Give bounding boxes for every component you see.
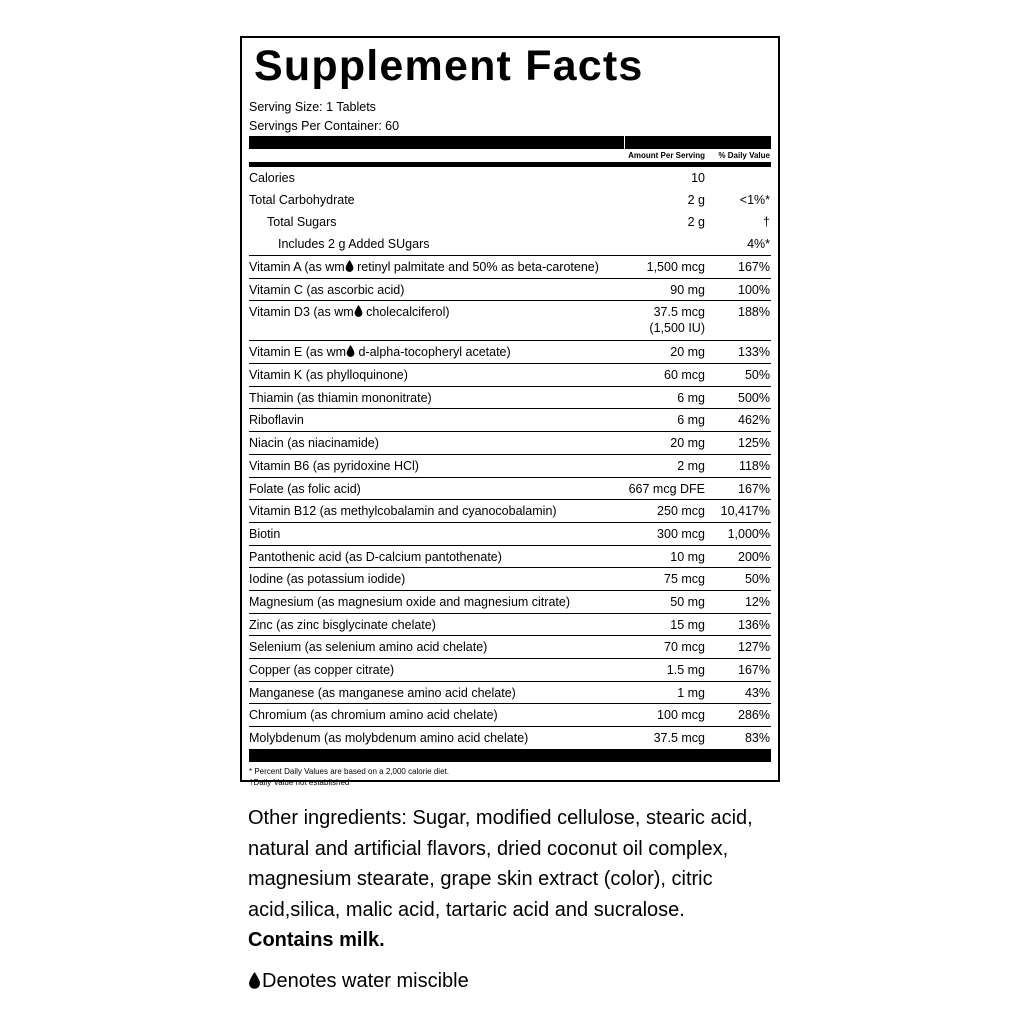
nutrient-row	[249, 386, 771, 409]
nutrient-row-vitamin-a	[249, 255, 771, 278]
nutrient-name: Copper (as copper citrate)	[249, 663, 395, 677]
nutrient-row-total-sugars	[249, 211, 771, 233]
thick-divider-top	[249, 136, 771, 149]
nutrient-dv: 12%	[744, 594, 770, 609]
water-drop-icon	[248, 972, 261, 989]
nutrient-dv: 462%	[738, 413, 770, 428]
nutrient-dv: 200%	[738, 549, 770, 564]
nutrient-amount: 75 mcg	[664, 572, 705, 587]
nutrient-dv: 100%	[738, 282, 770, 297]
nutrient-name: Selenium (as selenium amino acid chelate)	[249, 640, 488, 655]
nutrient-amount: 100 mcg	[657, 708, 705, 723]
nutrient-name: Magnesium (as magnesium oxide and magnesium citrate)	[249, 594, 570, 609]
water-miscible-text: Denotes water miscible	[262, 970, 469, 992]
nutrient-row	[249, 431, 771, 454]
nutrient-amount: 60 mcg	[664, 368, 705, 383]
name-prefix: Vitamin A (as wm	[249, 260, 345, 274]
nutrient-dv: <1%*	[739, 193, 770, 207]
nutrient-dv: 1,000%	[727, 526, 770, 541]
nutrient-amount: 667 mcg DFE	[628, 481, 705, 496]
footnotes	[249, 766, 771, 788]
name-prefix: Vitamin E (as wm	[249, 345, 347, 360]
nutrient-dv: 83%	[744, 731, 770, 746]
nutrient-name: Molybdenum (as molybdenum amino acid chelate)	[249, 731, 529, 746]
nutrient-row	[249, 726, 771, 749]
nutrient-amount: 1,500 mcg	[646, 260, 705, 274]
nutrient-row	[249, 522, 771, 545]
nutrient-amount: 20 mg	[670, 436, 705, 451]
nutrient-dv: 127%	[738, 640, 770, 655]
nutrient-name: Folate (as folic acid)	[249, 481, 361, 496]
nutrient-dv: 118%	[738, 458, 770, 473]
water-drop-icon	[354, 305, 363, 317]
panel-title: Supplement Facts	[254, 42, 644, 90]
nutrient-amount: 6 mg	[677, 413, 705, 428]
nutrient-dv: 10,417%	[720, 504, 770, 519]
name-prefix: Vitamin D3 (as wm	[249, 305, 354, 320]
nutrient-row-vitamin-d3	[249, 300, 771, 340]
nutrient-amount: 10 mg	[670, 549, 705, 564]
water-drop-icon	[345, 260, 354, 272]
serving-size: Serving Size: 1 Tablets	[249, 100, 376, 114]
nutrient-dv: 50%	[744, 572, 770, 587]
nutrient-dv: 43%	[744, 685, 770, 700]
name-suffix: d-alpha-tocopheryl acetate)	[355, 345, 511, 360]
nutrient-amount: 250 mcg	[657, 504, 705, 519]
nutrient-amount: 70 mcg	[664, 640, 705, 655]
daily-value-header: % Daily Value	[718, 151, 770, 160]
nutrient-amount: 1.5 mg	[666, 663, 705, 677]
nutrient-amount: 2 mg	[677, 458, 705, 473]
nutrient-name	[249, 304, 450, 320]
nutrient-amount	[649, 304, 705, 336]
nutrient-row	[249, 363, 771, 386]
nutrient-name: Riboflavin	[249, 413, 304, 428]
nutrient-dv: 188%	[738, 305, 770, 320]
nutrient-dv: †	[763, 215, 770, 229]
nutrient-dv: 50%	[744, 368, 770, 383]
nutrient-name: Vitamin B12 (as methylcobalamin and cyanocobalamin)	[249, 504, 557, 519]
nutrient-name: Calories	[249, 171, 295, 185]
nutrient-dv: 133%	[738, 345, 770, 360]
nutrient-name: Chromium (as chromium amino acid chelate)	[249, 708, 498, 723]
nutrient-row	[249, 499, 771, 522]
nutrient-row-calories	[249, 167, 771, 189]
serving-info	[249, 98, 771, 136]
nutrient-row	[249, 545, 771, 568]
nutrient-name: Iodine (as potassium iodide)	[249, 572, 406, 587]
nutrient-name: Vitamin C (as ascorbic acid)	[249, 282, 405, 297]
nutrient-amount: 10	[691, 171, 705, 185]
nutrient-amount: 6 mg	[677, 390, 705, 405]
nutrient-row	[249, 635, 771, 658]
nutrient-row-total-carbohydrate	[249, 189, 771, 211]
nutrient-row-vitamin-c	[249, 278, 771, 301]
other-ingredients-text: Other ingredients: Sugar, modified cellulose, stearic acid, natural and artificial flavors, dried coconut oil complex, magnesium stearate, grape skin extract (color), citric acid,silica, malic acid, tartaric acid and sucralose.	[248, 807, 753, 921]
nutrient-amount: 1 mg	[677, 685, 705, 700]
amount-line-2: (1,500 IU)	[649, 321, 705, 336]
supplement-facts-panel	[240, 36, 780, 787]
name-suffix: cholecalciferol)	[362, 305, 450, 320]
amount-line-1: 37.5 mcg	[653, 305, 705, 320]
nutrient-name: Includes 2 g Added SUgars	[278, 237, 430, 251]
amount-header: Amount Per Serving	[628, 151, 705, 160]
nutrient-amount: 2 g	[687, 193, 705, 207]
nutrient-name: Vitamin B6 (as pyridoxine HCl)	[249, 458, 419, 473]
water-drop-icon	[346, 345, 355, 357]
nutrient-row-added-sugars	[249, 233, 771, 255]
thick-divider-bottom	[249, 749, 771, 762]
nutrient-dv: 286%	[738, 708, 770, 723]
nutrient-dv: 4%*	[747, 237, 770, 251]
nutrient-row	[249, 567, 771, 590]
column-headers	[249, 149, 771, 162]
nutrient-row	[249, 590, 771, 613]
nutrient-row-vitamin-e	[249, 340, 771, 363]
nutrient-name: Zinc (as zinc bisglycinate chelate)	[249, 617, 436, 632]
nutrient-row	[249, 658, 771, 681]
nutrient-row	[249, 681, 771, 704]
nutrient-name: Thiamin (as thiamin mononitrate)	[249, 390, 432, 405]
nutrient-amount: 50 mg	[670, 594, 705, 609]
nutrient-dv: 500%	[738, 390, 770, 405]
nutrient-amount: 90 mg	[670, 282, 705, 297]
nutrient-amount: 20 mg	[670, 345, 705, 360]
nutrient-dv: 167%	[738, 260, 770, 274]
nutrient-name: Pantothenic acid (as D-calcium pantothenate)	[249, 549, 502, 564]
nutrient-dv: 125%	[738, 436, 770, 451]
nutrient-amount: 37.5 mcg	[653, 731, 705, 746]
footnote-percent-daily-value: * Percent Daily Values are based on a 2,000 calorie diet.	[249, 766, 449, 776]
allergen-statement: Contains milk.	[248, 929, 385, 951]
nutrient-amount: 300 mcg	[657, 526, 705, 541]
nutrient-name	[249, 259, 599, 275]
nutrient-amount: 15 mg	[670, 617, 705, 632]
nutrient-dv: 167%	[738, 663, 770, 677]
nutrient-name: Total Sugars	[267, 215, 337, 229]
water-miscible-note	[248, 966, 469, 996]
nutrient-dv: 136%	[738, 617, 770, 632]
other-ingredients	[248, 803, 768, 956]
nutrient-row	[249, 613, 771, 636]
nutrient-rows	[249, 363, 771, 749]
column-separator-amount	[624, 131, 625, 155]
servings-per-container: Servings Per Container: 60	[249, 119, 400, 133]
nutrient-row	[249, 408, 771, 431]
nutrient-name: Manganese (as manganese amino acid chelate)	[249, 685, 516, 700]
nutrient-name: Total Carbohydrate	[249, 193, 355, 207]
nutrient-name: Niacin (as niacinamide)	[249, 436, 379, 451]
nutrient-row	[249, 477, 771, 500]
nutrient-row	[249, 703, 771, 726]
nutrient-amount: 2 g	[687, 215, 705, 229]
nutrient-name: Biotin	[249, 526, 281, 541]
name-suffix: retinyl palmitate and 50% as beta-carotene)	[353, 260, 599, 274]
footnote-dagger: †Daily Value not established	[249, 777, 350, 787]
nutrient-name	[249, 344, 511, 360]
nutrient-dv: 167%	[738, 481, 770, 496]
panel-inner	[249, 38, 771, 788]
nutrient-row	[249, 454, 771, 477]
nutrient-name: Vitamin K (as phylloquinone)	[249, 368, 408, 383]
